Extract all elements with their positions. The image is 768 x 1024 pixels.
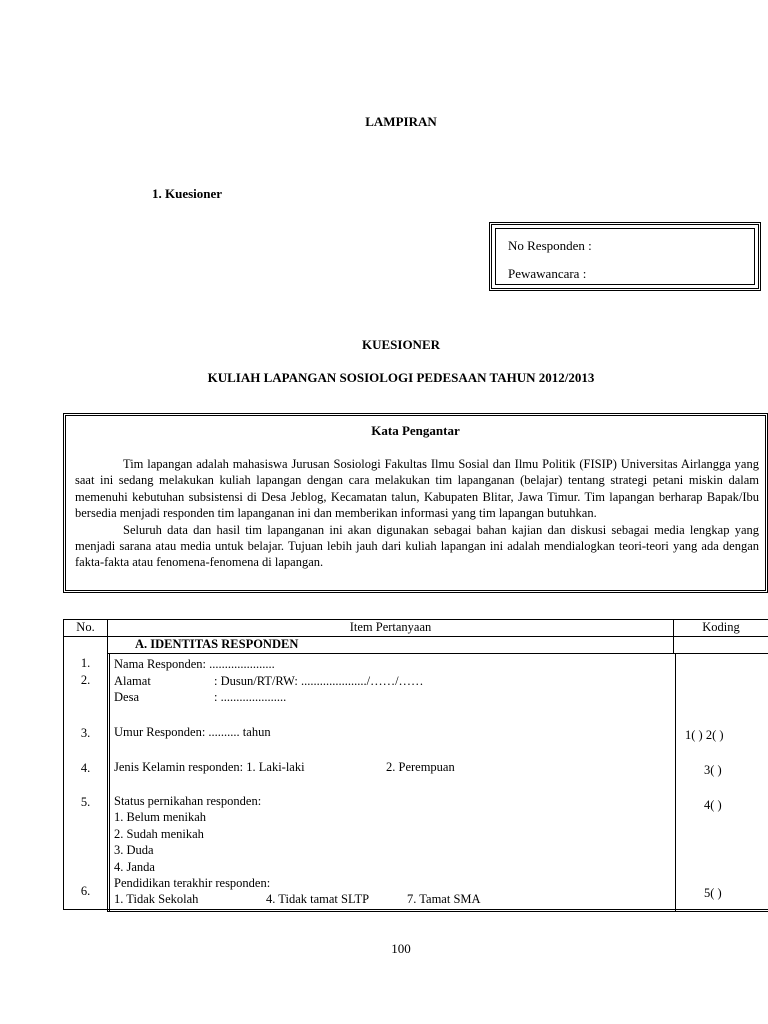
q5-status: Status pernikahan responden: <box>114 794 262 808</box>
row-number-1: 1. <box>80 656 91 670</box>
intro-paragraph-2: Seluruh data dan hasil tim lapanganan ini akan digunakan sebagai bahan kajian dan diskusi sebagai media lengkap yang menjadi sarana atau media untuk belajar. Tujuan lebih jauh dari kuliah lapangan ini adalah mendialogkan teori-teori yang ada dengan fakta-fakta atau fenomena-fenomena di lapangan. <box>75 522 759 570</box>
intro-text <box>75 456 759 571</box>
q3-umur: Umur Responden: .......... tahun <box>114 725 271 739</box>
row-number-6: 6. <box>80 884 91 898</box>
q5-option-3: 3. Duda <box>114 843 154 857</box>
q5-option-4: 4. Janda <box>114 860 155 874</box>
section-title: 1. Kuesioner <box>152 186 223 201</box>
koding-5: 5( ) <box>704 886 722 900</box>
intro-title: Kata Pengantar <box>371 423 460 438</box>
pewawancara-label: Pewawancara : <box>508 266 587 281</box>
row-number-4: 4. <box>80 761 91 775</box>
q6-option-1: 1. Tidak Sekolah <box>114 892 199 906</box>
table-border-bottom <box>63 909 768 910</box>
row-number-2: 2. <box>80 673 91 687</box>
q4-option-2: 2. Perempuan <box>386 760 455 774</box>
section-a-title: A. IDENTITAS RESPONDEN <box>135 637 299 651</box>
q6-pendidikan: Pendidikan terakhir responden: <box>114 876 271 890</box>
q4-jenis-kelamin: Jenis Kelamin responden: 1. Laki-laki <box>114 760 305 774</box>
table-border-bottom-2 <box>108 911 768 912</box>
koding-1-2: 1( ) 2( ) <box>685 728 724 742</box>
page-heading: LAMPIRAN <box>365 114 437 129</box>
table-col-divider-1b <box>109 653 110 912</box>
no-responden-label: No Responden : <box>508 238 592 253</box>
table-section-line <box>108 653 768 654</box>
q6-option-7: 7. Tamat SMA <box>407 892 481 906</box>
q5-option-2: 2. Sudah menikah <box>114 827 204 841</box>
questionnaire-subtitle: KULIAH LAPANGAN SOSIOLOGI PEDESAAN TAHUN 2012/2013 <box>207 370 595 385</box>
q2-desa-label: Desa <box>114 690 139 704</box>
header-item: Item Pertanyaan <box>349 620 432 634</box>
page-number: 100 <box>391 941 411 956</box>
respondent-box <box>489 222 761 291</box>
intro-paragraph-1: Tim lapangan adalah mahasiswa Jurusan Sosiologi Fakultas Ilmu Sosial dan Ilmu Politik (FISIP) Universitas Airlangga yang saat ini sedang melakukan kuliah lapangan dengan cara melakukan tim lapanganan (belajar) tentang strategi petani miskin dalam memenuhi kebutuhan subsistensi di Desa Jeblog, Kecamatan talun, Kabupaten Blitar, Jawa Timur. Tim lapangan berharap Bapak/Ibu bersedia menjadi responden tim lapanganan ini dan memberikan informasi yang tim lapangan butuhkan. <box>75 457 759 521</box>
row-number-5: 5. <box>80 795 91 809</box>
questionnaire-title: KUESIONER <box>361 337 441 352</box>
table-col-divider-2 <box>675 654 676 912</box>
intro-box <box>63 413 768 593</box>
koding-4: 4( ) <box>704 798 722 812</box>
row-number-3: 3. <box>80 726 91 740</box>
q5-option-1: 1. Belum menikah <box>114 810 206 824</box>
q1-nama: Nama Responden: ..................... <box>114 657 275 671</box>
q2-alamat-label: Alamat <box>114 674 151 688</box>
koding-3: 3( ) <box>704 763 722 777</box>
respondent-box-inner <box>495 228 755 285</box>
q2-desa-value: : ..................... <box>214 690 287 704</box>
q2-alamat-value: : Dusun/RT/RW: ...................../……/…… <box>214 674 424 688</box>
header-no: No. <box>76 620 95 634</box>
q6-option-4: 4. Tidak tamat SLTP <box>266 892 370 906</box>
header-koding: Koding <box>702 620 740 634</box>
